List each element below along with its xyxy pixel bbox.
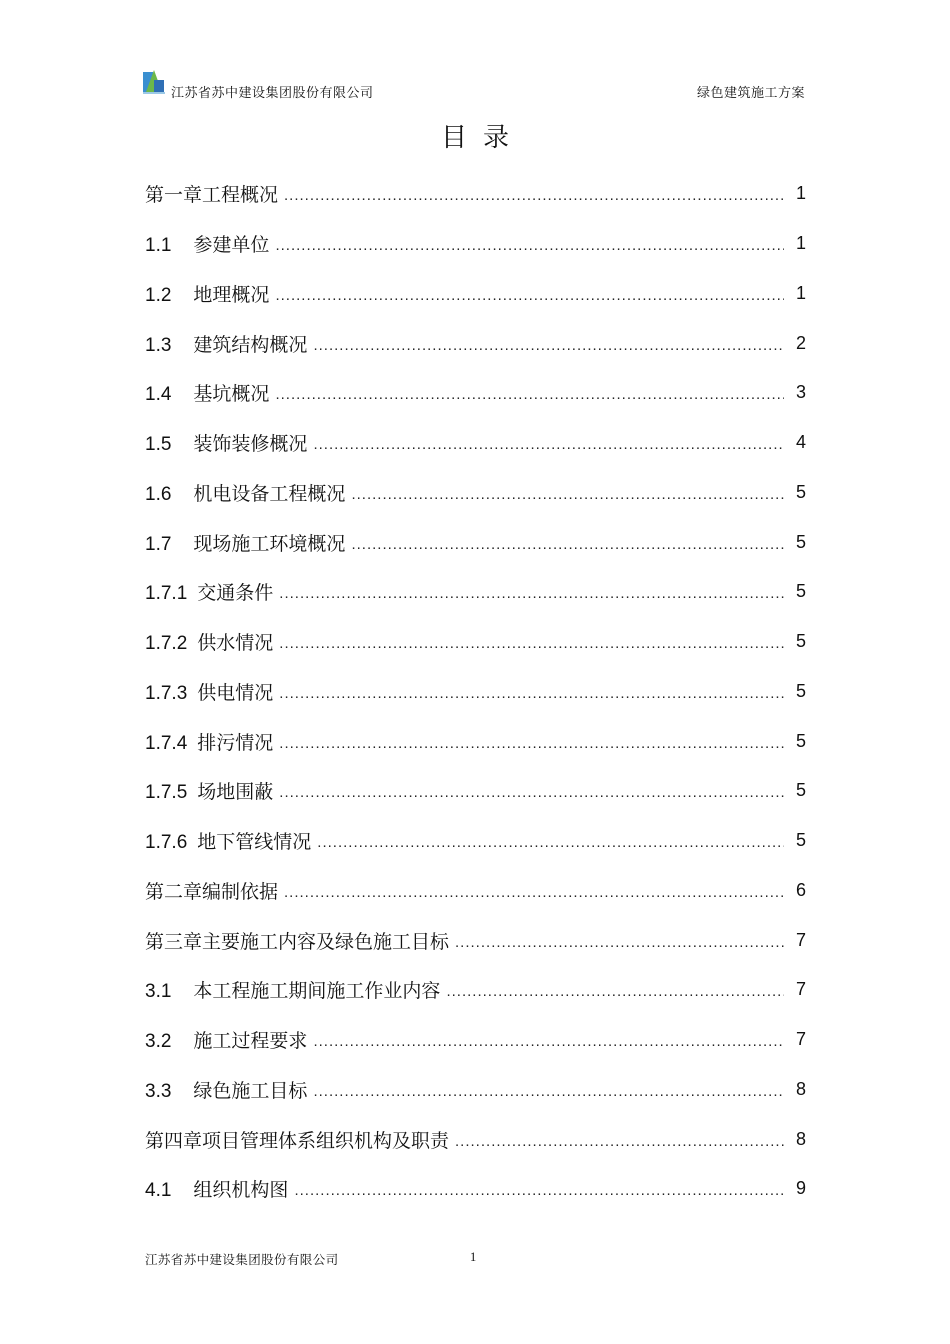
toc-entry-number: 3.3 (145, 1080, 172, 1102)
toc-entry-number: 1.6 (145, 483, 172, 505)
toc-entry-label (145, 230, 275, 257)
toc-dot-leader (313, 432, 784, 453)
toc-entry-label (145, 827, 317, 854)
page-header (143, 68, 805, 101)
toc-entry-page: 2 (795, 332, 806, 353)
toc-dot-leader (294, 1178, 784, 1199)
toc-dot-leader (279, 581, 784, 602)
toc-entry[interactable] (145, 219, 806, 269)
toc-entry-page: 5 (795, 680, 806, 701)
toc-entry-label (145, 180, 284, 207)
toc-entry-title: 供电情况 (197, 681, 274, 704)
toc-entry-page: 8 (795, 1078, 806, 1099)
toc-entry-page: 5 (795, 830, 806, 851)
footer-company-name: 江苏省苏中建设集团股份有限公司 (145, 1252, 339, 1267)
toc-dot-leader (279, 631, 784, 652)
toc-entry[interactable] (145, 1065, 806, 1115)
toc-entry-label (145, 777, 279, 804)
toc-entry[interactable] (145, 915, 806, 965)
toc-dot-leader (351, 532, 784, 553)
toc-entry-title: 地理概况 (193, 283, 270, 306)
toc-entry-title: 建筑结构概况 (193, 333, 308, 356)
toc-entry-page: 7 (795, 929, 806, 950)
toc-entry-title: 第四章项目管理体系组织机构及职责 (145, 1129, 450, 1152)
toc-entry-page: 5 (795, 481, 806, 502)
toc-entry-number: 3.2 (145, 1031, 172, 1053)
toc-entry-label (145, 976, 446, 1003)
toc-entry-page: 7 (795, 979, 806, 1000)
toc-dot-leader (279, 681, 784, 702)
toc-entry-title: 装饰装修概况 (193, 433, 308, 456)
toc-entry-title: 现场施工环境概况 (193, 532, 346, 555)
toc-entry-title: 第一章工程概况 (145, 184, 279, 207)
toc-dot-leader (455, 930, 784, 951)
toc-entry-label (145, 1126, 455, 1153)
toc-entry-page: 7 (795, 1029, 806, 1050)
toc-entry-title: 机电设备工程概况 (193, 482, 346, 505)
toc-entry-label (145, 379, 275, 406)
toc-dot-leader (313, 1029, 784, 1050)
toc-entry-number: 1.7.6 (145, 832, 188, 854)
toc-entry-number: 1.7.2 (145, 633, 188, 655)
toc-entry-label (145, 728, 279, 755)
toc-entry-title: 交通条件 (197, 582, 274, 605)
toc-entry-number: 1.7.5 (145, 782, 188, 804)
toc-dot-leader (275, 233, 784, 254)
toc-entry-title: 绿色施工目标 (193, 1079, 308, 1102)
toc-entry-page: 4 (795, 432, 806, 453)
toc-entry-label (145, 678, 279, 705)
toc-entry[interactable] (145, 169, 806, 219)
toc-entry[interactable] (145, 567, 806, 617)
toc-entry[interactable] (145, 269, 806, 319)
toc-entry-number: 1.4 (145, 384, 172, 406)
toc-entry-page: 5 (795, 581, 806, 602)
toc-entry[interactable] (145, 468, 806, 518)
toc-entry[interactable] (145, 716, 806, 766)
toc-dot-leader (446, 979, 784, 1000)
toc-entry-number: 1.1 (145, 235, 172, 257)
toc-entry-label (145, 479, 351, 506)
toc-entry-title: 本工程施工期间施工作业内容 (193, 980, 441, 1003)
toc-entry-number: 1.7.4 (145, 732, 188, 754)
toc-entry-number: 4.1 (145, 1180, 172, 1202)
toc-entry-label (145, 578, 279, 605)
toc-dot-leader (279, 780, 784, 801)
toc-dot-leader (284, 880, 784, 901)
toc-dot-leader (317, 830, 784, 851)
toc-entry[interactable] (145, 318, 806, 368)
toc-entry-title: 排污情况 (197, 731, 274, 754)
toc-entry-number: 1.7.3 (145, 682, 188, 704)
toc-entry[interactable] (145, 1114, 806, 1164)
toc-entry[interactable] (145, 418, 806, 468)
toc-entry[interactable] (145, 866, 806, 916)
toc-dot-leader (313, 333, 784, 354)
toc-dot-leader (279, 731, 784, 752)
toc-entry-label (145, 1026, 313, 1053)
toc-entry-page: 6 (795, 879, 806, 900)
toc-entry-title: 第三章主要施工内容及绿色施工目标 (145, 930, 450, 953)
toc-entry-label (145, 429, 313, 456)
toc-entry-number: 1.7.1 (145, 583, 188, 605)
toc-entry-page: 1 (795, 233, 806, 254)
toc-dot-leader (284, 183, 784, 204)
toc-entry[interactable] (145, 617, 806, 667)
toc-entry[interactable] (145, 766, 806, 816)
toc-entry-page: 8 (795, 1128, 806, 1149)
toc-entry-page: 1 (795, 282, 806, 303)
toc-dot-leader (313, 1079, 784, 1100)
toc-dot-leader (275, 382, 784, 403)
toc-entry-page: 9 (795, 1178, 806, 1199)
toc-entry-number: 3.1 (145, 981, 172, 1003)
toc-entry-title: 第二章编制依据 (145, 880, 279, 903)
toc-entry-title: 参建单位 (193, 234, 270, 257)
toc-entry-label (145, 877, 284, 904)
toc-entry[interactable] (145, 1164, 806, 1214)
toc-entry-label (145, 1076, 313, 1103)
toc-entry[interactable] (145, 1015, 806, 1065)
toc-dot-leader (351, 482, 784, 503)
toc-entry[interactable] (145, 517, 806, 567)
toc-entry-number: 1.2 (145, 284, 172, 306)
toc-entry-page: 5 (795, 730, 806, 751)
toc-entry-number: 1.5 (145, 434, 172, 456)
header-company-name: 江苏省苏中建设集团股份有限公司 (171, 86, 374, 101)
company-logo-icon (143, 68, 165, 94)
toc-entry-number: 1.3 (145, 334, 172, 356)
table-of-contents (145, 169, 806, 1214)
toc-entry-label (145, 330, 313, 357)
toc-entry-title: 场地围蔽 (197, 781, 274, 804)
header-document-type: 绿色建筑施工方案 (696, 86, 805, 101)
toc-entry-label (145, 529, 351, 556)
page-title: 目录 (440, 123, 525, 153)
toc-entry[interactable] (145, 816, 806, 866)
toc-entry-page: 1 (795, 183, 806, 204)
toc-entry-label (145, 927, 455, 954)
toc-entry-title: 地下管线情况 (197, 831, 312, 854)
toc-entry-page: 5 (795, 631, 806, 652)
toc-entry-title: 组织机构图 (193, 1179, 289, 1202)
toc-entry-page: 5 (795, 780, 806, 801)
toc-entry-label (145, 628, 279, 655)
toc-entry-title: 供水情况 (197, 632, 274, 655)
toc-dot-leader (455, 1129, 784, 1150)
toc-entry-title: 施工过程要求 (193, 1030, 308, 1053)
toc-entry[interactable] (145, 965, 806, 1015)
footer-page-number: 1 (470, 1250, 477, 1264)
toc-entry-title: 基坑概况 (193, 383, 270, 406)
toc-entry-number: 1.7 (145, 533, 172, 555)
toc-dot-leader (275, 283, 784, 304)
toc-entry-label (145, 280, 275, 307)
toc-entry-label (145, 1175, 294, 1202)
toc-entry-page: 3 (795, 382, 806, 403)
toc-entry[interactable] (145, 667, 806, 717)
toc-entry-page: 5 (795, 531, 806, 552)
toc-entry[interactable] (145, 368, 806, 418)
